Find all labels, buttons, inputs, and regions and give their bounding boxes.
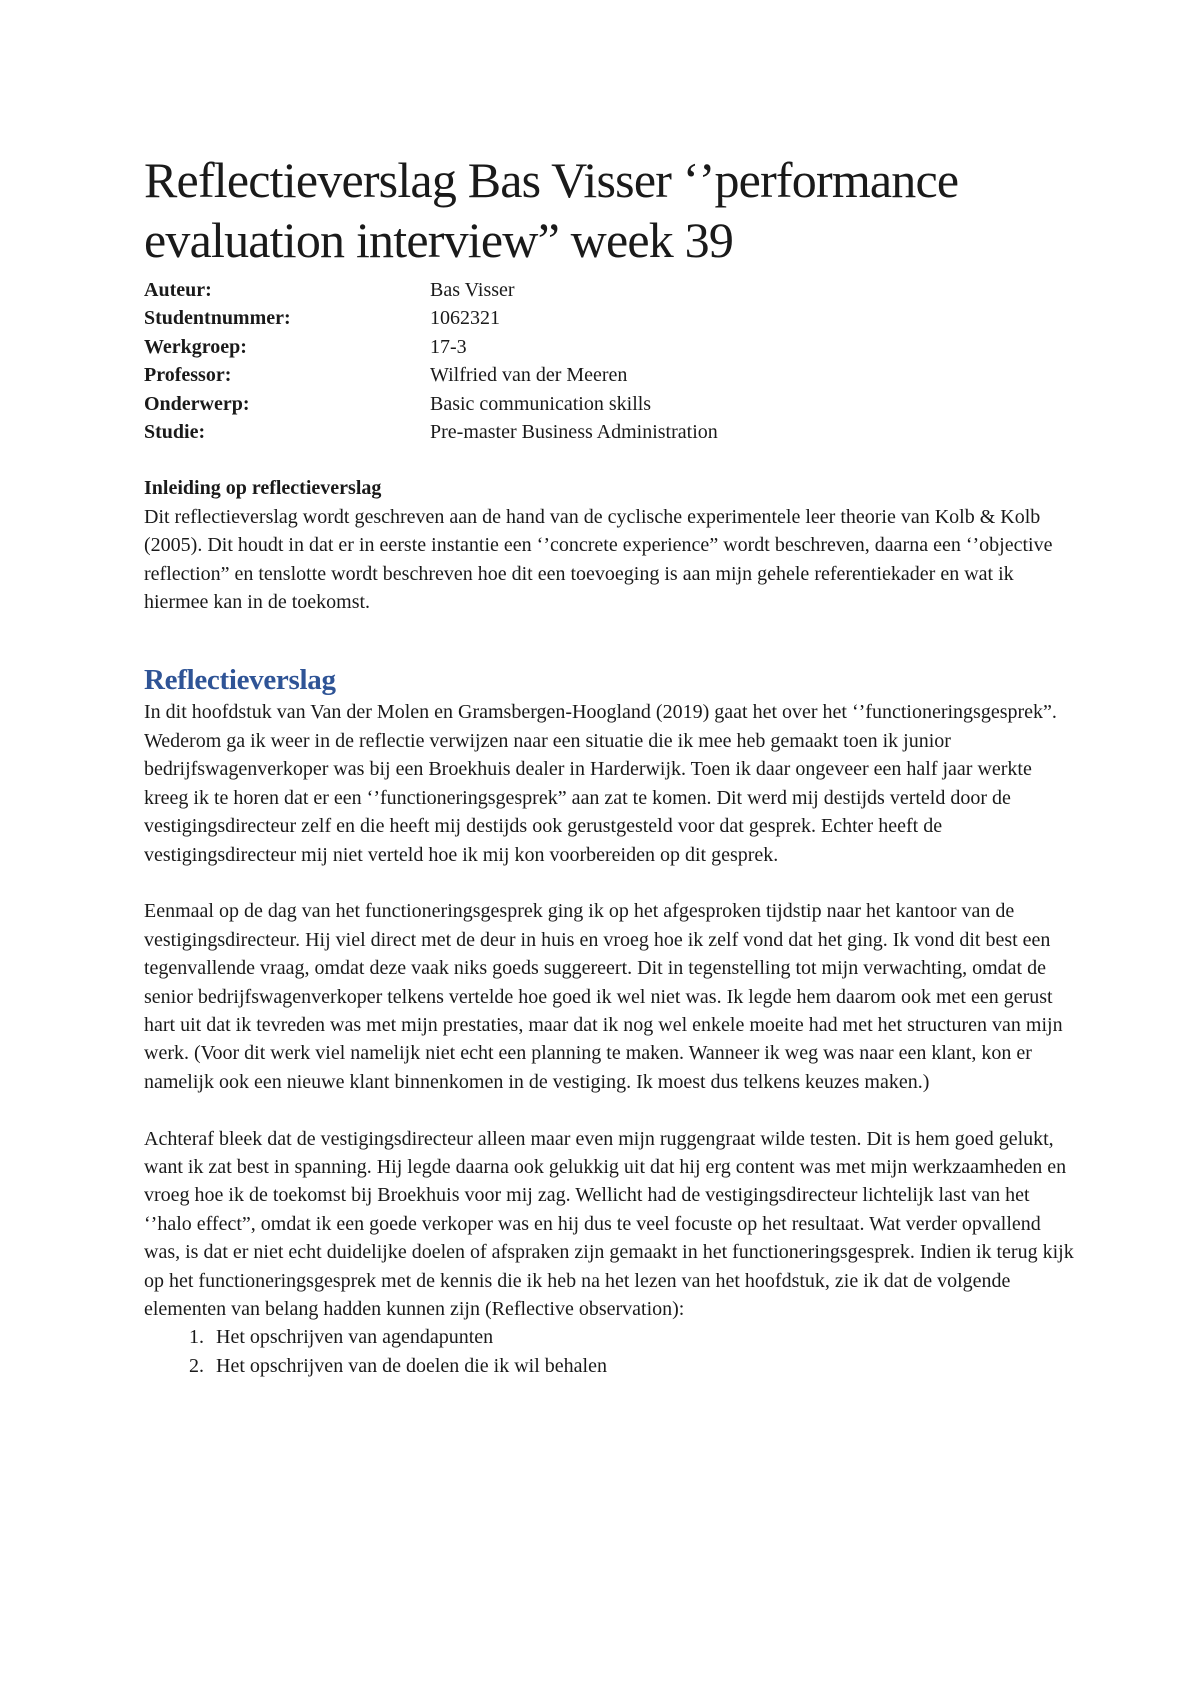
document-title: Reflectieverslag Bas Visser ‘’performance evaluation interview” week 39 (144, 152, 959, 268)
list-item (144, 1323, 1074, 1351)
intro-section (144, 474, 1074, 616)
section-body (144, 698, 1074, 1380)
metadata-value: Basic communication skills (430, 392, 652, 415)
list-item-text: Het opschrijven van agendapunten (216, 1326, 494, 1349)
metadata-label: Studie: (144, 421, 206, 444)
list-number: 1. (189, 1326, 204, 1349)
metadata-row-subject (144, 390, 1074, 418)
metadata-row-professor (144, 361, 1074, 389)
list-number: 2. (189, 1354, 204, 1377)
intro-paragraph: Dit reflectieverslag wordt geschreven aan de hand van de cyclische experimentele leer theorie van Kolb & Kolb (2005). Dit houdt in dat er in eerste instantie een ‘’concrete experience” wordt beschreven, daarna een ‘’objective reflection” en tenslotte wordt beschreven hoe dit een toevoeging is aan mijn gehele referentiekader en wat ik hiermee kan in de toekomst. (144, 505, 1053, 614)
metadata-row-author (144, 276, 1074, 304)
metadata-label: Werkgroep: (144, 335, 247, 358)
body-paragraph: Achteraf bleek dat de vestigingsdirecteur alleen maar even mijn ruggengraat wilde testen. Dit is hem goed gelukt, want ik zat best in spanning. Hij legde daarna ook gelukkig uit dat hij erg content was met mijn werkzaamheden en vroeg hoe ik de toekomst bij Broekhuis voor mij zag. Wellicht had de vestigingsdirecteur lichtelijk last van het ‘’halo effect”, omdat ik een goede verkoper was en hij dus te veel focuste op het resultaat. Wat verder opvallend was, is dat er niet echt duidelijke doelen of afspraken zijn gemaakt in het functioneringsgesprek. Indien ik terug kijk op het functioneringsgesprek met de kennis die ik heb na het lezen van het hoofdstuk, zie ik dat de volgende elementen van belang hadden kunnen zijn (Reflective observation): (144, 1127, 1074, 1320)
section-heading: Reflectieverslag (144, 664, 336, 697)
metadata-row-workgroup (144, 333, 1074, 361)
metadata-label: Onderwerp: (144, 392, 250, 415)
metadata-table (144, 276, 1074, 446)
metadata-row-study (144, 418, 1074, 446)
metadata-label: Studentnummer: (144, 307, 291, 330)
metadata-value: Wilfried van der Meeren (430, 364, 628, 387)
metadata-value: 1062321 (430, 307, 500, 330)
numbered-list (144, 1323, 1074, 1380)
body-paragraph: In dit hoofdstuk van Van der Molen en Gramsbergen-Hoogland (2019) gaat het over het ‘’functioneringsgesprek”. Wederom ga ik weer in de reflectie verwijzen naar een situatie die ik mee heb gemaakt toen ik junior bedrijfswagenverkoper was bij een Broekhuis dealer in Harderwijk. Toen ik daar ongeveer een half jaar werkte kreeg ik te horen dat er een ‘’functioneringsgesprek” aan zat te komen. Dit werd mij destijds verteld door de vestigingsdirecteur zelf en die heeft mij destijds ook gerustgesteld voor dat gesprek. Echter heeft de vestigingsdirecteur mij niet verteld hoe ik mij kon voorbereiden op dit gesprek. (144, 701, 1057, 866)
intro-heading: Inleiding op reflectieverslag (144, 477, 382, 500)
list-item-text: Het opschrijven van de doelen die ik wil behalen (216, 1354, 607, 1377)
body-paragraph: Eenmaal op de dag van het functioneringsgesprek ging ik op het afgesproken tijdstip naar het kantoor van de vestigingsdirecteur. Hij viel direct met de deur in huis en vroeg hoe ik zelf vond dat het ging. Ik vond dit best een tegenvallende vraag, omdat deze vaak niks goeds suggereert. Dit in tegenstelling tot mijn verwachting, omdat de senior bedrijfswagenverkoper telkens vertelde hoe goed ik wel niet was. Ik legde hem daarom ook met een gerust hart uit dat ik tevreden was met mijn prestaties, maar dat ik nog wel enkele moeite had met het structuren van mijn werk. (Voor dit werk viel namelijk niet echt een planning te maken. Wanneer ik weg was naar een klant, kon er namelijk ook een nieuwe klant binnenkomen in de vestiging. Ik moest dus telkens keuzes maken.) (144, 900, 1063, 1093)
metadata-label: Professor: (144, 364, 232, 387)
metadata-value: Bas Visser (430, 279, 515, 301)
document-page (144, 150, 1074, 1380)
metadata-value: Pre-master Business Administration (430, 421, 718, 444)
metadata-label: Auteur: (144, 279, 212, 301)
metadata-value: 17-3 (430, 335, 467, 358)
metadata-row-student-number (144, 304, 1074, 332)
list-item (144, 1352, 1074, 1380)
